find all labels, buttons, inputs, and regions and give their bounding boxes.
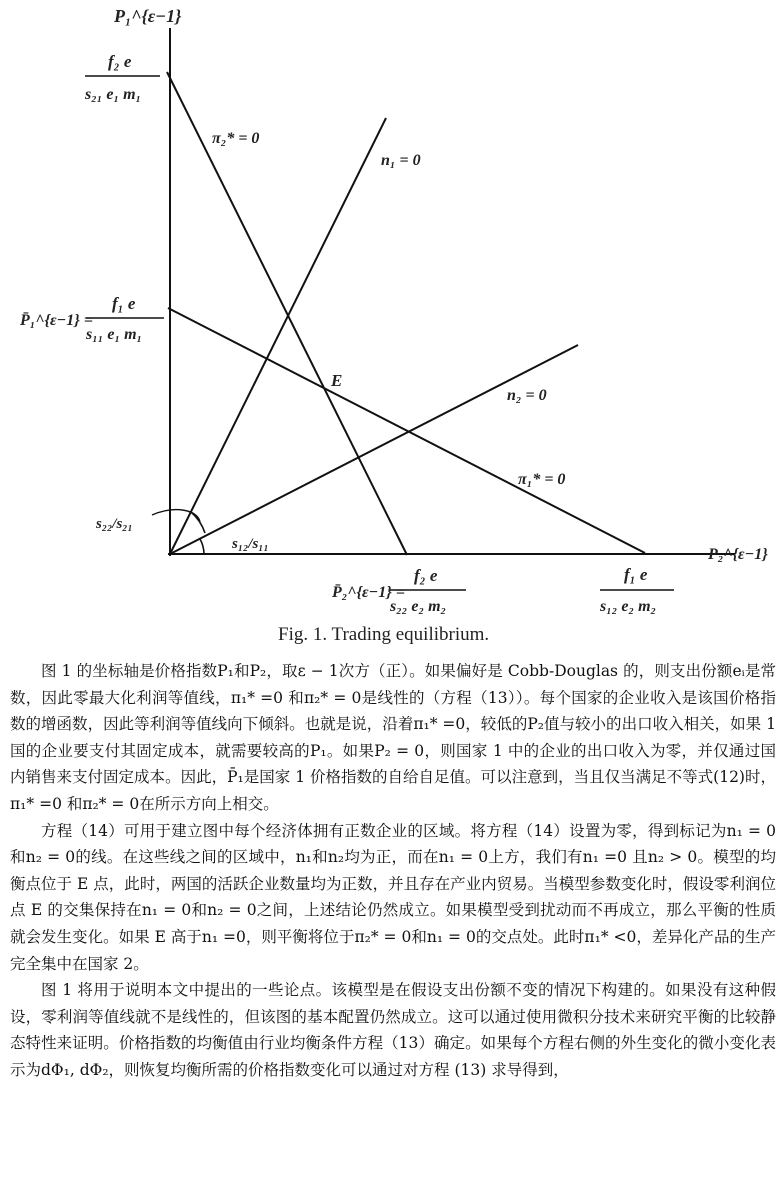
x-mid-numerator: f₂ e [414, 566, 438, 585]
s22-s21-label: s₂₂/s₂₁ [96, 516, 133, 532]
paragraph-3: 图 1 将用于说明本文中提出的一些论点。该模型是在假设支出份额不变的情况下构建的。如果没有这种假设，零利润等值线就不是线性的，但该图的基本配置仍然成立。这可以通过使用微积分技术来研究平衡的比较静态特性来证明。价格指数的均衡值由行业均衡条件方程（13）确定。如果每个方程右侧的外生变化的微小变化表示为dΦ₁, dΦ₂，则恢复均衡所需的价格指数变化可以通过对方程 (13) 求导得到， [10, 981, 776, 1079]
paragraph-1: 图 1 的坐标轴是价格指数P₁和P₂，取ε − 1次方（正）。如果偏好是 Cobb-Douglas 的，则支出份额eᵢ是常数，因此零最大化利润等值线，π₁* =0 和π₂* = 0是线性的（方程（13））。每个国家的企业收入是该国价格指数的增函数，因此等利润等值线向下倾斜。也就是说，沿着π₁* =0，较低的P₂值与较小的出口收入相关，如果 1 国的企业要支付其固定成本，就需要较高的P₁。如果P₂ = 0，则国家 1 中的企业的出口收入为零，并仅通过国内销售来支付固定成本。因此，P̄₁是国家 1 价格指数的自给自足值。可以注意到，当且仅当满足不等式(12)时，π₁* =0 和π₂* = 0在所示方向上相交。 [10, 662, 776, 813]
paragraph-2: 方程（14）可用于建立图中每个经济体拥有正数企业的区域。将方程（14）设置为零，得到标记为n₁ = 0和n₂ = 0的线。在这些线之间的区域中，n₁和n₂均为正，而在n₁ = 0上方，我们有n₁ =0 且n₂ > 0。模型的均衡点位于 E 点，此时，两国的活跃企业数量均为正数，并且存在产业内贸易。当模型参数变化时，假设零利润位点 E 的交集保持在n₁ = 0和n₂ = 0之间，上述结论仍然成立。如果模型受到扰动而不再成立，那么平衡的性质就会发生变化。如果 E 高于n₁ =0，则平衡将位于π₂* = 0和n₁ = 0的交点处。此时π₁* <0，差异化产品的生产完全集中在国家 2。 [10, 821, 776, 973]
y-mid-prefix: P̄₁^{ε−1} = [20, 312, 93, 329]
pi1-zero-line [168, 308, 645, 553]
n2-label: n₂ = 0 [507, 387, 547, 404]
s12-s11-label: s₁₂/s₁₁ [232, 536, 269, 552]
x-right-numerator: f₁ e [624, 565, 648, 584]
angle-arc-s22 [191, 512, 205, 533]
n1-zero-line [170, 118, 386, 554]
equilibrium-point-label: E [331, 371, 343, 390]
y-top-denominator: s₂₁ e₁ m₁ [85, 86, 142, 103]
y-axis-label: P₁^{ε−1} [114, 6, 182, 26]
pi2-zero-line [167, 72, 407, 555]
s22-pointer [152, 510, 200, 522]
y-top-numerator: f₂ e [108, 52, 132, 71]
x-right-denominator: s₁₂ e₂ m₂ [600, 598, 657, 615]
pi1-label: π₁* = 0 [518, 471, 566, 488]
body-text [10, 658, 776, 1084]
y-mid-denominator: s₁₁ e₁ m₁ [86, 326, 143, 343]
figure-caption: Fig. 1. Trading equilibrium. [278, 624, 490, 645]
y-mid-numerator: f₁ e [112, 294, 136, 313]
x-mid-denominator: s₂₂ e₂ m₂ [390, 598, 447, 615]
x-axis-label: P₂^{ε−1} [708, 546, 768, 563]
angle-arc-s12 [200, 539, 204, 554]
n2-zero-line [170, 345, 578, 554]
pi2-label: π₂* = 0 [212, 130, 260, 147]
n1-label: n₁ = 0 [381, 152, 421, 169]
x-mid-prefix: P̄₂^{ε−1} = [332, 584, 405, 601]
